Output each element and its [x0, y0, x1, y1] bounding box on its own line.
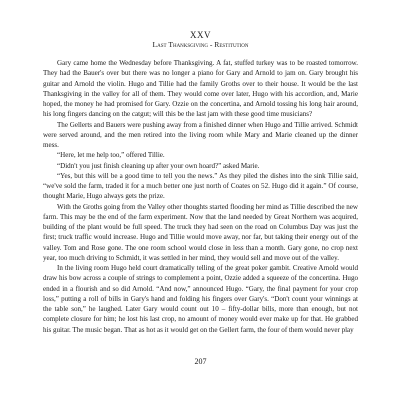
paragraph: With the Groths going from the Valley other thoughts started flooding her mind as Tillie described the new farm. This may be the end of the farm experiment. Now that the land needed by Great Northern was acquired, building of the plant would be full speed. The truck they had seen on the road on Columbus Day was just the first; truck traffic would increase. Hugo and Tillie would move away, nor far, but taking their energy out of the valley. Tom and Rose gone. The one room school would close in less than a month. Gary gone, no crop next year, too much driving to Schmidt, it was settled in her mind, they would sell and move out of the valley.	[43, 202, 358, 262]
paragraph: “Here, let me help too,” offered Tillie.	[57, 151, 165, 160]
chapter-number: XXV	[190, 30, 211, 40]
paragraph: “Yes, but this will be a good time to tell you the news.” As they piled the dishes into the sink Tillie said, “we've sold the farm, traded it for a much better one just north of Coates on 52. Hugo did it again.” Of course, thought Marie, Hugo always gets the prize.	[43, 171, 358, 201]
page-number: 207	[194, 357, 207, 366]
paragraph: Gary came home the Wednesday before Thanksgiving. A fat, stuffed turkey was to be roasted tomorrow. They had the Bauer's over but there was no longer a piano for Gary and Arnold to jam on. Gary brought his guitar and Arnold the violin. Hugo and Tillie had the family Groths over to their house. It would be the last Thanksgiving in the valley for all of them. They would come over later, Hugo with his accordion, and, Marie hoped, the money he had promised for Gary. Ozzie on the concertina, and Arnold tossing his long hair around, his long fingers dancing on the catgut; will this be the last jam with these good time musicians?	[43, 59, 358, 119]
paragraph: The Gellerts and Bauers were pushing away from a finished dinner when Hugo and Tillie arrived. Schmidt were served around, and the men retired into the living room while Mary and Marie cleaned up the dinner mess.	[43, 120, 358, 149]
chapter-title: Last Thanksgiving - Restitution	[152, 40, 249, 49]
chapter-body	[43, 58, 358, 335]
paragraph: “Didn't you just finish cleaning up after your own hoard?” asked Marie.	[57, 161, 260, 170]
paragraph: In the living room Hugo held court dramatically telling of the great poker gambit. Creative Arnold would draw his bow across a couple of strings to complement a point, Ozzie added a squeeze of the concertina. Hugo ended in a flourish and so did Arnold. “And now,” announced Hugo. “Gary, the final payment for your crop loss,” putting a roll of bills in Gary's hand and folding his fingers over Gary's. “Don't count your winnings at the table son,” he laughed. Later Gary would count out 10 – fifty-dollar bills, more than enough, but not complete closure for him; he lost his last crop, no amount of money would ever make up for that. He grabbed his guitar. The music began. That as hot as it would get on the Gellert farm, the four of them would never play	[43, 264, 358, 334]
